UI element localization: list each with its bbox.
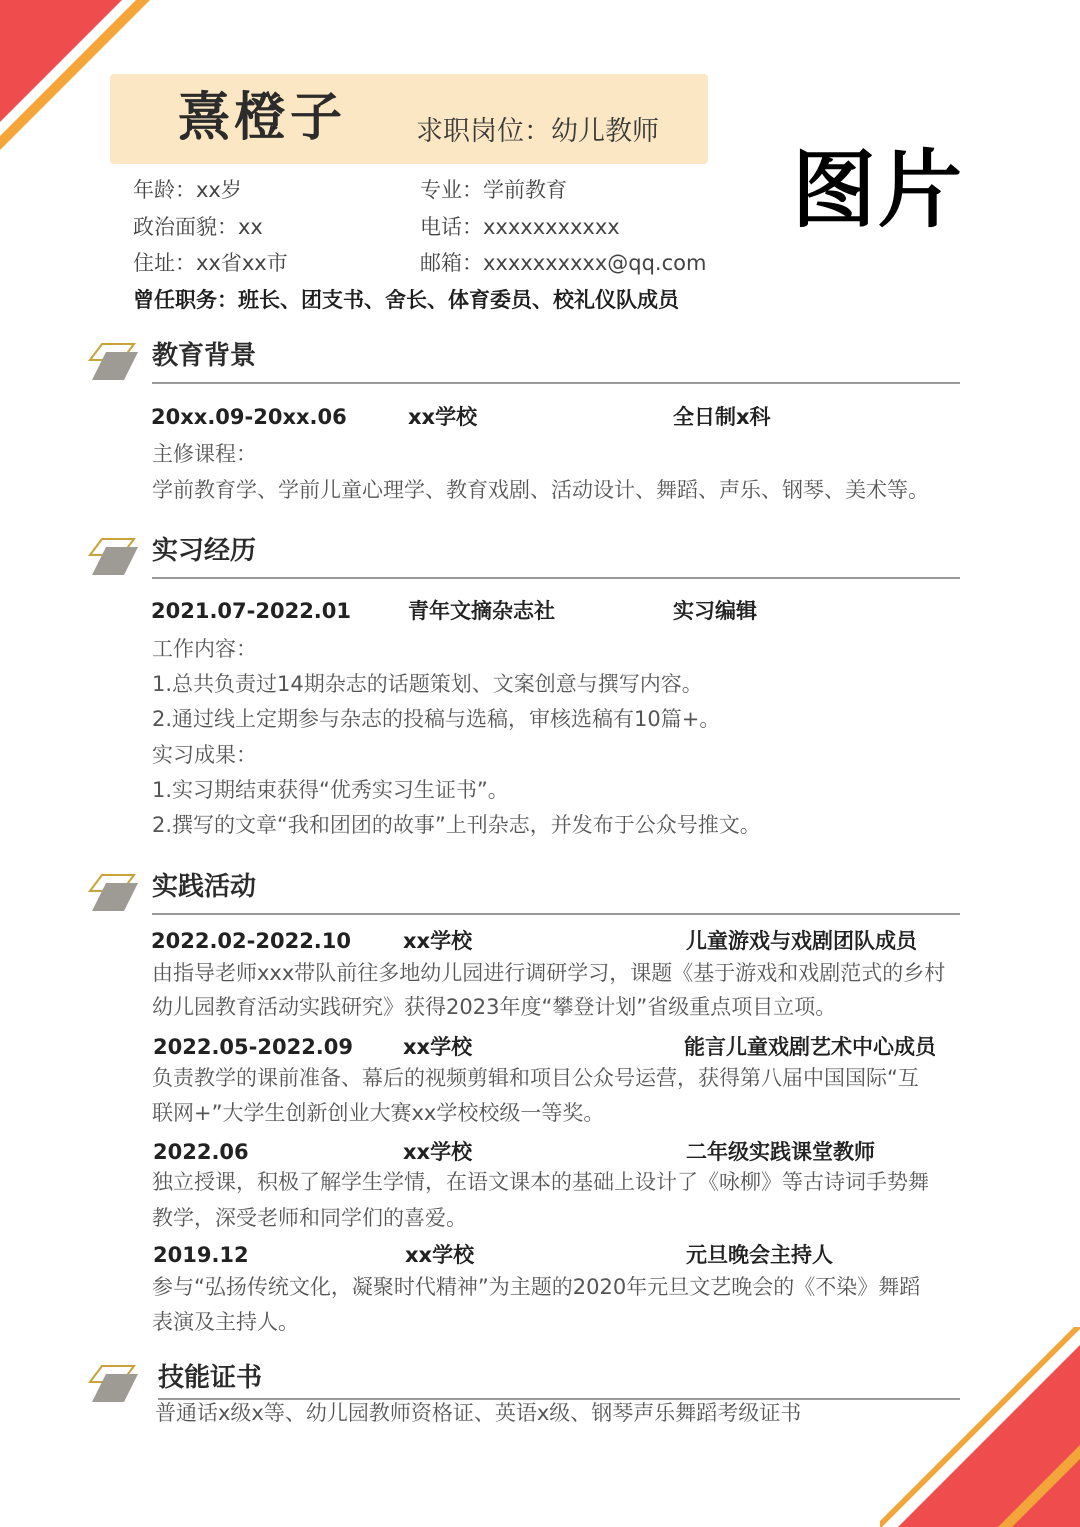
activity-org: xx学校 <box>405 1243 475 1267</box>
activity-role: 能言儿童戏剧艺术中心成员 <box>684 1035 936 1059</box>
skills-text: 普通话x级x等、幼儿园教师资格证、英语x级、钢琴声乐舞蹈考级证书 <box>155 1401 802 1425</box>
info-political: 政治面貌：xx <box>133 215 263 239</box>
education-degree: 全日制x科 <box>673 405 771 429</box>
info-age: 年龄：xx岁 <box>133 178 242 202</box>
info-email: 邮箱：xxxxxxxxxx@qq.com <box>420 251 707 275</box>
activity-line: 独立授课，积极了解学生学情，在语文课本的基础上设计了《咏柳》等古诗词手势舞 <box>152 1170 929 1194</box>
job-target: 求职岗位：幼儿教师 <box>416 116 659 147</box>
photo-placeholder: 图片 <box>792 141 965 239</box>
activity-line: 幼儿园教育活动实践研究》获得2023年度“攀登计划”省级重点项目立项。 <box>152 995 837 1019</box>
education-school: xx学校 <box>408 405 478 429</box>
activity-line: 教学，深受老师和同学们的喜爱。 <box>152 1206 467 1230</box>
activity-period: 2022.06 <box>153 1140 249 1164</box>
section-title: 实习经历 <box>152 536 257 566</box>
activity-line: 表演及主持人。 <box>152 1310 299 1334</box>
internship-line: 1.实习期结束获得“优秀实习生证书”。 <box>152 778 509 802</box>
section-parallelogram-icon <box>88 342 138 384</box>
activity-period: 2022.02-2022.10 <box>151 929 352 953</box>
activity-line: 负责教学的课前准备、幕后的视频剪辑和项目公众号运营，获得第八届中国国际“互 <box>152 1066 919 1090</box>
activity-role: 儿童游戏与戏剧团队成员 <box>686 929 917 953</box>
education-period: 20xx.09-20xx.06 <box>151 405 347 429</box>
activity-org: xx学校 <box>403 929 473 953</box>
info-address: 住址：xx省xx市 <box>133 251 288 275</box>
section-divider <box>152 577 960 579</box>
activity-role: 二年级实践课堂教师 <box>686 1140 875 1164</box>
activity-line: 由指导老师xxx带队前往多地幼儿园进行调研学习，课题《基于游戏和戏剧范式的乡村 <box>152 961 946 985</box>
internship-line: 1.总共负责过14期杂志的话题策划、文案创意与撰写内容。 <box>152 672 703 696</box>
activity-line: 参与“弘扬传统文化，凝聚时代精神”为主题的2020年元旦文艺晚会的《不染》舞蹈 <box>152 1275 921 1299</box>
internship-line: 实习成果： <box>152 743 257 767</box>
section-internship-header <box>88 533 960 583</box>
activity-line: 联网+”大学生创新创业大赛xx学校校级一等奖。 <box>152 1101 605 1125</box>
section-education-header <box>88 338 960 388</box>
internship-org: 青年文摘杂志社 <box>408 599 555 623</box>
activity-org: xx学校 <box>403 1140 473 1164</box>
bottom-right-corner-decoration <box>880 1327 1080 1527</box>
section-title: 教育背景 <box>152 341 257 371</box>
section-activities-header <box>88 869 960 919</box>
internship-line: 2.通过线上定期参与杂志的投稿与选稿，审核选稿有10篇+。 <box>152 707 721 731</box>
activity-role: 元旦晚会主持人 <box>686 1243 833 1267</box>
education-courses-label: 主修课程： <box>152 442 257 466</box>
candidate-name: 熹橙子 <box>178 88 347 148</box>
internship-line: 2.撰写的文章“我和团团的故事”上刊杂志，并发布于公众号推文。 <box>152 813 761 837</box>
internship-period: 2021.07-2022.01 <box>151 599 352 623</box>
activity-org: xx学校 <box>403 1035 473 1059</box>
info-major: 专业：学前教育 <box>420 178 567 202</box>
education-courses: 学前教育学、学前儿童心理学、教育戏剧、活动设计、舞蹈、声乐、钢琴、美术等。 <box>152 478 929 502</box>
name-banner <box>110 74 708 164</box>
internship-line: 工作内容： <box>152 637 257 661</box>
activity-period: 2022.05-2022.09 <box>153 1035 354 1059</box>
internship-role: 实习编辑 <box>673 599 757 623</box>
section-parallelogram-icon <box>88 873 138 915</box>
section-title: 技能证书 <box>158 1363 263 1393</box>
section-divider <box>152 913 960 915</box>
section-title: 实践活动 <box>152 872 257 902</box>
activity-period: 2019.12 <box>153 1243 249 1267</box>
section-divider <box>152 382 960 384</box>
info-phone: 电话：xxxxxxxxxxx <box>420 215 620 239</box>
info-positions: 曾任职务：班长、团支书、舍长、体育委员、校礼仪队成员 <box>133 288 679 312</box>
section-parallelogram-icon <box>88 537 138 579</box>
section-parallelogram-icon <box>88 1364 138 1406</box>
